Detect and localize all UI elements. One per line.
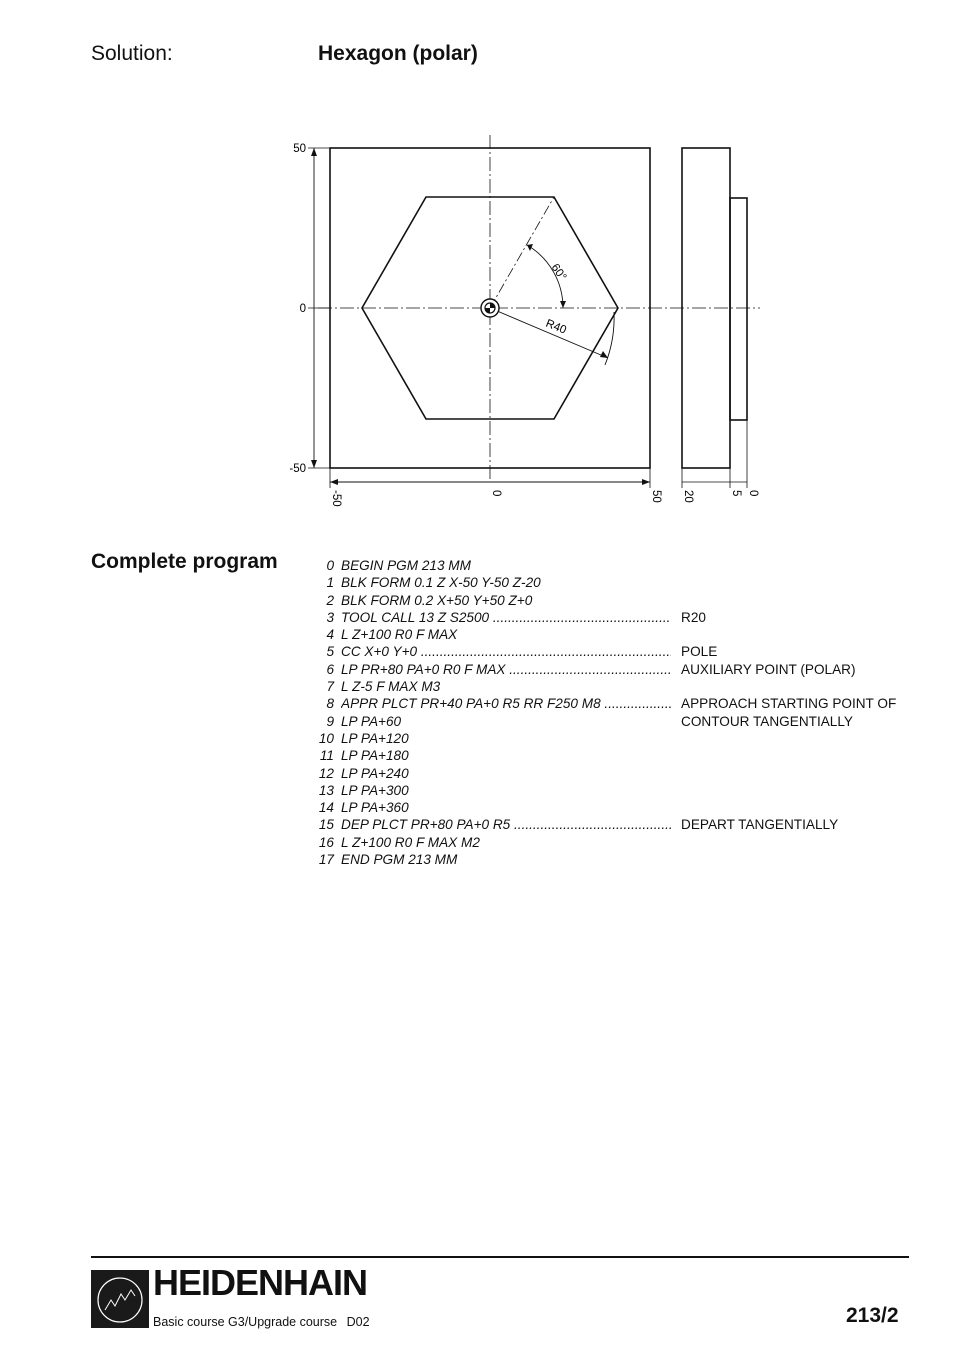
solution-label: Solution: (91, 42, 173, 65)
side-label-0: 0 (747, 490, 759, 497)
page-title: Hexagon (polar) (318, 42, 478, 65)
program-line (310, 851, 930, 868)
program-line (310, 765, 930, 782)
line-comment: POLE (681, 644, 718, 660)
line-number: 10 (318, 730, 334, 746)
line-code (341, 626, 671, 643)
line-code-text: CC X+0 Y+0 (341, 644, 418, 660)
side-label-20: 20 (682, 490, 694, 503)
y-dimension-arrow-top (311, 148, 317, 156)
line-comment: DEPART TANGENTIALLY (681, 817, 839, 833)
line-code (341, 609, 671, 626)
line-code (341, 730, 671, 747)
x-label-0: 0 (490, 490, 502, 497)
line-comment: R20 (681, 609, 706, 625)
line-code (341, 592, 671, 609)
line-code-text: END PGM 213 MM (341, 852, 458, 868)
program-line (310, 557, 930, 574)
line-number: 11 (319, 748, 334, 764)
program-line (310, 695, 930, 712)
line-code (341, 834, 671, 851)
program-line (310, 574, 930, 591)
line-code (341, 799, 671, 816)
line-code (341, 574, 671, 591)
program-title: Complete program (91, 550, 278, 573)
brand-name: HEIDENHAIN (153, 1262, 368, 1303)
line-comment: CONTOUR TANGENTIALLY (681, 713, 853, 729)
side-label-5: 5 (730, 490, 742, 497)
side-view-pocket (730, 198, 747, 420)
line-number: 8 (326, 696, 334, 712)
program-line (310, 799, 930, 816)
line-code (341, 557, 671, 574)
hexagon-drawing (0, 0, 954, 540)
line-code-text: DEP PLCT PR+80 PA+0 R5 (341, 817, 511, 833)
program-line (310, 834, 930, 851)
line-number: 5 (326, 644, 334, 660)
line-code-text: LP PA+300 (341, 782, 409, 798)
line-comment: APPROACH STARTING POINT OF (681, 696, 897, 712)
line-code (341, 765, 671, 782)
angle-label: 60° (548, 261, 569, 283)
x-dimension-arrow-right (642, 479, 650, 485)
program-line (310, 678, 930, 695)
line-number: 16 (318, 834, 334, 850)
line-number: 17 (318, 852, 334, 868)
line-code-text: L Z-5 F MAX M3 (341, 679, 441, 695)
line-code (341, 643, 671, 660)
program-line (310, 643, 930, 660)
line-code-text: BEGIN PGM 213 MM (341, 558, 471, 573)
line-code-text: APPR PLCT PR+40 PA+0 R5 RR F250 M8 (341, 696, 601, 712)
line-number: 3 (326, 609, 334, 625)
line-number: 14 (318, 800, 334, 816)
line-number: 6 (326, 661, 334, 677)
footer-divider (91, 1256, 909, 1258)
line-number: 9 (326, 713, 334, 729)
line-number: 0 (326, 558, 334, 573)
line-code-text: LP PA+360 (341, 800, 409, 816)
program-line (310, 713, 930, 730)
line-number: 4 (326, 627, 334, 643)
line-code (341, 782, 671, 799)
line-code-text: LP PA+240 (341, 765, 409, 781)
line-code-text: TOOL CALL 13 Z S2500 (341, 609, 490, 625)
line-number: 15 (318, 817, 334, 833)
line-code-text: LP PA+120 (341, 730, 409, 746)
radius-dimension-line (490, 308, 608, 358)
program-line (310, 661, 930, 678)
x-label-minus50: -50 (330, 490, 342, 507)
line-number: 2 (326, 592, 334, 608)
line-code (341, 747, 671, 764)
y-label-minus50: -50 (289, 463, 306, 475)
course-name: Basic course G3/Upgrade course (153, 1315, 338, 1329)
line-code (341, 816, 671, 833)
line-code-text: BLK FORM 0.1 Z X-50 Y-50 Z-20 (341, 575, 541, 591)
y-label-0: 0 (299, 303, 306, 315)
line-code-text: L Z+100 R0 F MAX M2 (341, 834, 480, 850)
line-code (341, 695, 671, 712)
program-line (310, 782, 930, 799)
line-code-text: L Z+100 R0 F MAX (341, 627, 458, 643)
y-dimension-arrow-bottom (311, 460, 317, 468)
angle-arrow-end (560, 301, 566, 308)
line-comment: AUXILIARY POINT (POLAR) (681, 661, 856, 677)
x-dimension-arrow-left (330, 479, 338, 485)
program-listing (310, 557, 930, 868)
radius-label: R40 (543, 317, 568, 337)
line-code-text: LP PA+180 (341, 748, 409, 764)
line-code (341, 661, 671, 678)
radius-arrow (600, 351, 608, 358)
program-line (310, 592, 930, 609)
angle-arrow-start (527, 244, 533, 251)
line-number: 13 (318, 782, 334, 798)
line-code-text: LP PA+60 (341, 713, 402, 729)
angle-reference-line (490, 197, 554, 308)
line-number: 7 (326, 679, 334, 695)
program-line (310, 609, 930, 626)
line-code (341, 678, 671, 695)
program-line (310, 730, 930, 747)
line-code (341, 713, 671, 730)
page-number: 213/2 (846, 1304, 899, 1327)
line-number: 1 (326, 575, 334, 591)
line-number: 12 (318, 765, 334, 781)
line-code (341, 851, 671, 868)
program-line (310, 747, 930, 764)
line-code-text: BLK FORM 0.2 X+50 Y+50 Z+0 (341, 592, 533, 608)
line-code-text: LP PR+80 PA+0 R0 F MAX (341, 661, 506, 677)
x-label-50: 50 (650, 490, 662, 503)
y-label-50: 50 (293, 143, 306, 155)
course-code: D02 (346, 1315, 370, 1329)
program-line (310, 816, 930, 833)
program-line (310, 626, 930, 643)
heidenhain-logo-icon (91, 1270, 149, 1328)
course-info (153, 1315, 370, 1329)
